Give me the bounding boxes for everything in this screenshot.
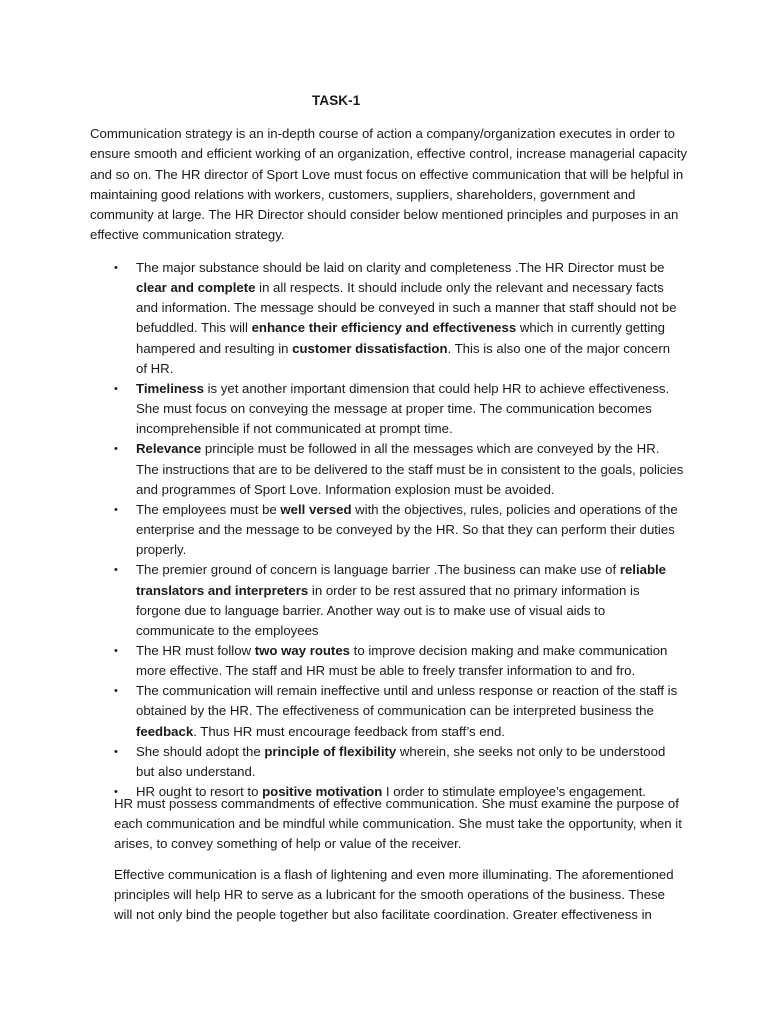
list-item: [114, 258, 684, 379]
bullet-bold-text: reliable translators and interpreters: [136, 562, 666, 598]
conclusion-paragraph: Effective communication is a flash of lightening and even more illuminating. The aforementioned principles will help HR to serve as a lubricant for the smooth operations of the business. These will not only bind the people together but also facilitate coordination. Greater effectiveness in: [114, 867, 674, 923]
bullet-text: The employees must be: [136, 501, 281, 517]
bullet-text: The major substance should be laid on clarity and completeness .The HR Director must be: [136, 260, 665, 275]
bullet-text: to improve decision making and make communication more effective. The staff and HR must be able to freely transfer information to and fro.: [136, 642, 668, 679]
bullet-text: in all respects. It should include only the relevant and necessary facts and information. The message should be conveyed in such a manner that staff should not be befuddled. This will: [136, 280, 677, 336]
bullet-text: . This is also one of the major concern of HR.: [136, 340, 671, 376]
bullet-icon: •: [114, 644, 118, 657]
page-title: TASK-1: [312, 93, 361, 108]
bullet-bold-text: clear and complete: [136, 280, 256, 296]
bullet-bold-text: two way routes: [254, 642, 350, 658]
bullet-bold-text: well versed: [280, 501, 352, 517]
bullet-text: . Thus HR must encourage feedback from staff’s end.: [193, 723, 505, 739]
principles-list: [114, 258, 684, 802]
bullet-text: The communication will remain ineffective until and unless response or reaction of the staff is obtained by the HR. The effectiveness of communication can be interpreted business the: [136, 683, 678, 719]
bullet-text: The HR must follow: [136, 642, 255, 658]
bullet-text: She should adopt the: [136, 743, 265, 759]
bullet-text: wherein, she seeks not only to be understood but also understand.: [136, 743, 666, 779]
bullet-bold-text: Relevance: [136, 441, 202, 457]
bullet-icon: •: [114, 786, 118, 799]
list-item: [114, 681, 684, 741]
bullet-icon: •: [114, 503, 118, 516]
list-item: [114, 641, 684, 681]
bullet-bold-text: enhance their efficiency and effectiveness: [251, 320, 517, 336]
bullet-bold-text: Timeliness: [136, 380, 204, 396]
bullet-icon: •: [114, 745, 118, 758]
bullet-text: with the objectives, rules, policies and operations of the enterprise and the message to be conveyed by the HR. So that they can perform their duties properly.: [136, 501, 678, 558]
bullet-bold-text: feedback: [136, 723, 194, 739]
list-item: [114, 439, 684, 499]
bullet-text: which in currently getting hampered and resulting in: [136, 320, 665, 356]
bullet-icon: •: [114, 262, 118, 274]
bullet-text: principle must be followed in all the messages which are conveyed by the HR. The instructions that are to be delivered to the staff must be in consistent to the goals, policies and programmes of Sport Love. Information explosion must be avoided.: [136, 441, 684, 497]
commandments-paragraph: HR must possess commandments of effective communication. She must examine the purpose of each communication and be mindful while communication. She must take the opportunity, when it arises, to convey something of help or value of the receiver.: [114, 796, 682, 852]
intro-paragraph: Communication strategy is an in-depth course of action a company/organization executes in order to ensure smooth and efficient working of an organization, effective control, increase managerial capacity and so on. The HR director of Sport Love must focus on effective communication that will be helpful in maintaining good relations with workers, customers, suppliers, shareholders, government and community at large. The HR Director should consider below mentioned principles and purposes in an effective communication strategy.: [90, 126, 687, 243]
list-item: [114, 742, 684, 782]
bullet-text: The premier ground of concern is language barrier .The business can make use of: [136, 562, 620, 578]
bullet-bold-text: positive motivation: [262, 784, 383, 800]
list-item: [114, 560, 684, 641]
bullet-icon: •: [114, 382, 118, 395]
bullet-bold-text: customer dissatisfaction: [292, 340, 448, 356]
bullet-icon: •: [114, 685, 118, 698]
bullet-text: HR ought to resort to: [136, 784, 263, 800]
bullet-icon: •: [114, 443, 118, 456]
bullet-bold-text: principle of flexibility: [264, 743, 397, 759]
bullet-text: is yet another important dimension that could help HR to achieve effectiveness. She must focus on conveying the message at proper time. The communication becomes incomprehensible if not communicated at prompt time.: [136, 380, 670, 437]
bullet-text: I order to stimulate employee’s engagement.: [382, 784, 646, 800]
bullet-text: in order to be rest assured that no primary information is forgone due to language barrier. Another way out is to make use of visual aids to communicate to the employees: [136, 582, 640, 638]
list-item: [114, 379, 684, 439]
bullet-icon: •: [114, 564, 118, 577]
list-item: [114, 500, 684, 560]
